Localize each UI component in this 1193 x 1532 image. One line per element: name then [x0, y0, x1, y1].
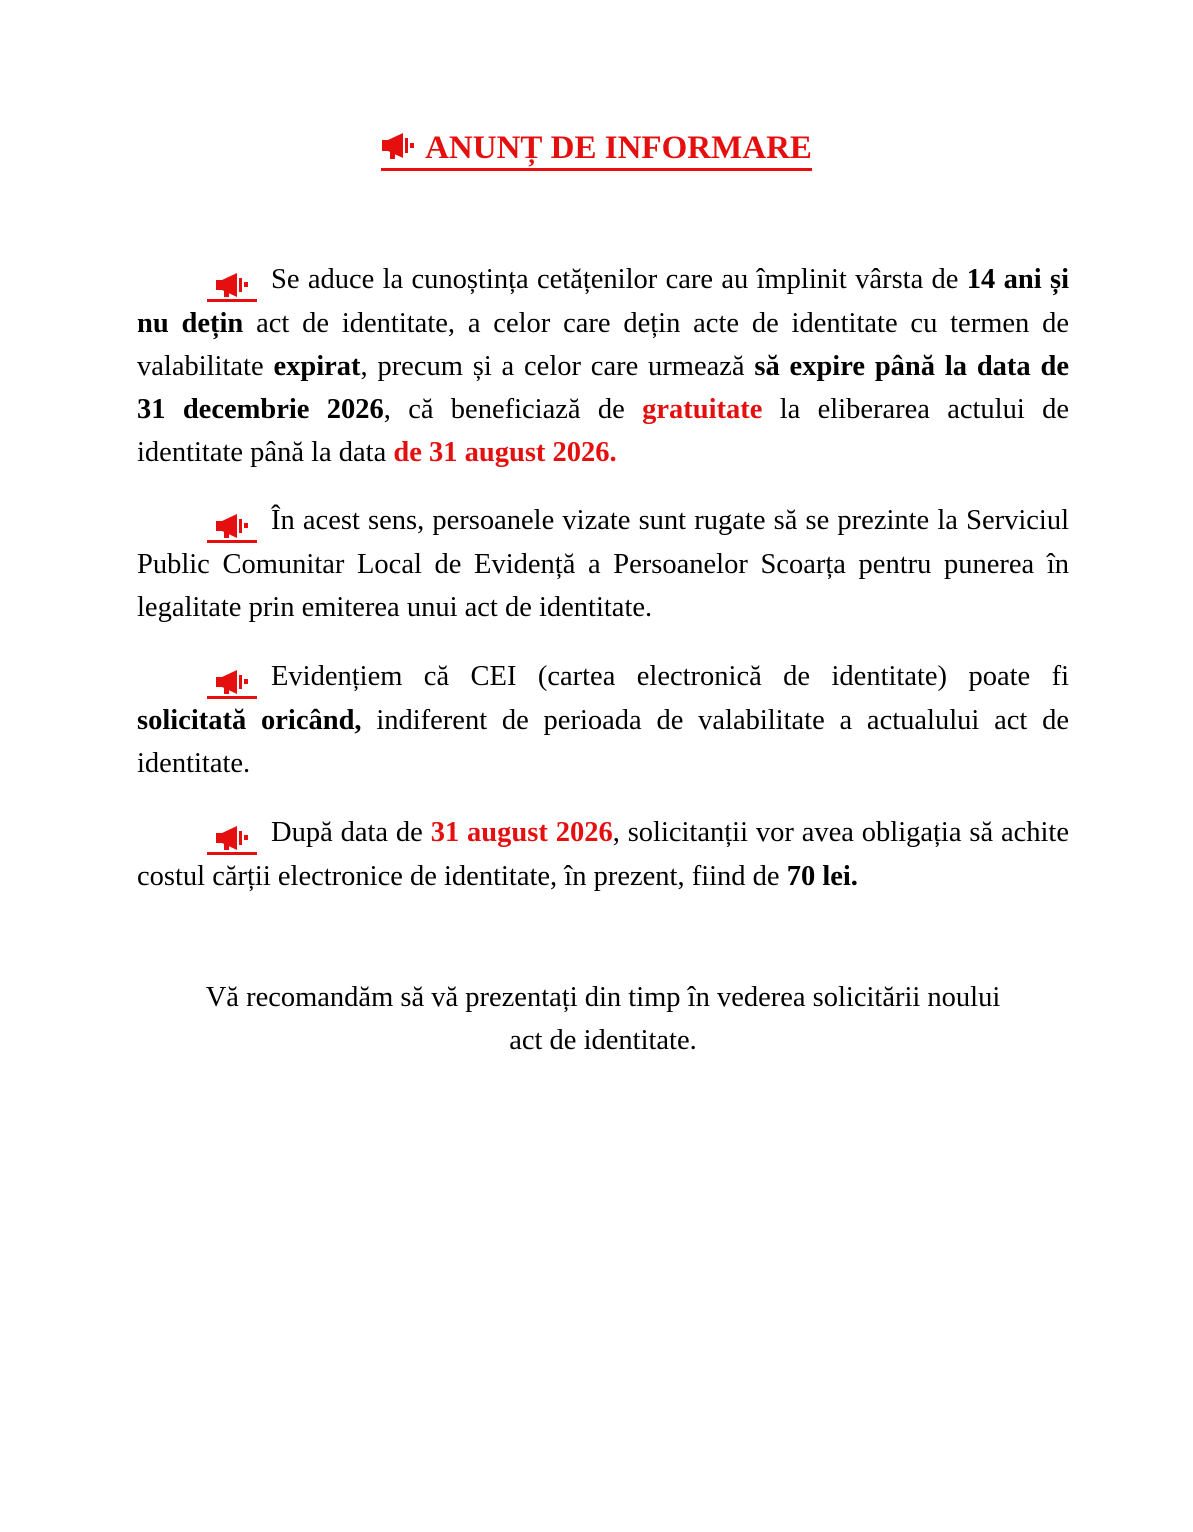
p4-text-3: , solicitanții vor avea obligația să achite costul cărții electronice de identitate, în prezent, fiind de — [137, 817, 1069, 892]
paragraph-2 — [137, 499, 1069, 629]
p1-text-7: , că beneficiază de — [383, 394, 643, 425]
p1-text-5: , precum și a celor care urmează — [360, 351, 755, 382]
p4-red-deadline: 31 august 2026 — [430, 817, 613, 848]
p2-text: În acest sens, persoanele vizate sunt rugate să se prezinte la Serviciul Public Comunitar Local de Evidență a Persoanelor Scoarța pentru punerea în legalitate prin emiterea unui act de identitate. — [137, 505, 1069, 623]
p1-red-deadline: de 31 august 2026. — [393, 437, 617, 468]
paragraph-3 — [137, 655, 1069, 785]
p1-text-3: act de identitate, a celor care dețin acte de identitate cu termen de valabilitate — [137, 308, 1069, 382]
p1-text-1: Se aduce la cunoștința cetățenilor care au împlinit vârsta de — [271, 264, 967, 295]
p1-bold-expire-date: să expire până la data de 31 decembrie 2026 — [137, 351, 1069, 425]
page-title — [0, 126, 1193, 171]
p1-text-9: la eliberarea actului de identitate până la data — [137, 394, 1069, 468]
paragraph-1 — [137, 258, 1069, 474]
p1-bold-age: 14 ani și nu dețin — [137, 264, 1069, 339]
closing-line-2: act de identitate. — [509, 1025, 697, 1056]
megaphone-icon — [207, 822, 257, 855]
paragraph-4 — [137, 811, 1069, 898]
megaphone-icon — [381, 131, 415, 161]
megaphone-icon — [207, 510, 257, 543]
p4-text-1: După data de — [271, 817, 431, 848]
p1-red-free: gratuitate — [642, 394, 763, 425]
p3-bold-anytime: solicitată oricând, — [137, 705, 362, 736]
p3-text-1: Evidențiem că CEI (cartea electronică de identitate) poate fi — [271, 661, 1069, 692]
p3-text-3: indiferent de perioada de valabilitate a actualului act de identitate. — [137, 705, 1069, 779]
megaphone-icon — [207, 269, 257, 302]
title-underlined — [381, 128, 812, 171]
closing-note — [137, 976, 1069, 1062]
p4-bold-cost: 70 lei. — [786, 861, 858, 892]
closing-line-1: Vă recomandăm să vă prezentați din timp în vederea solicitării noului — [205, 982, 1001, 1013]
p1-bold-expired: expirat — [273, 351, 361, 382]
megaphone-icon — [207, 666, 257, 699]
title-text: ANUNȚ DE INFORMARE — [425, 130, 812, 166]
